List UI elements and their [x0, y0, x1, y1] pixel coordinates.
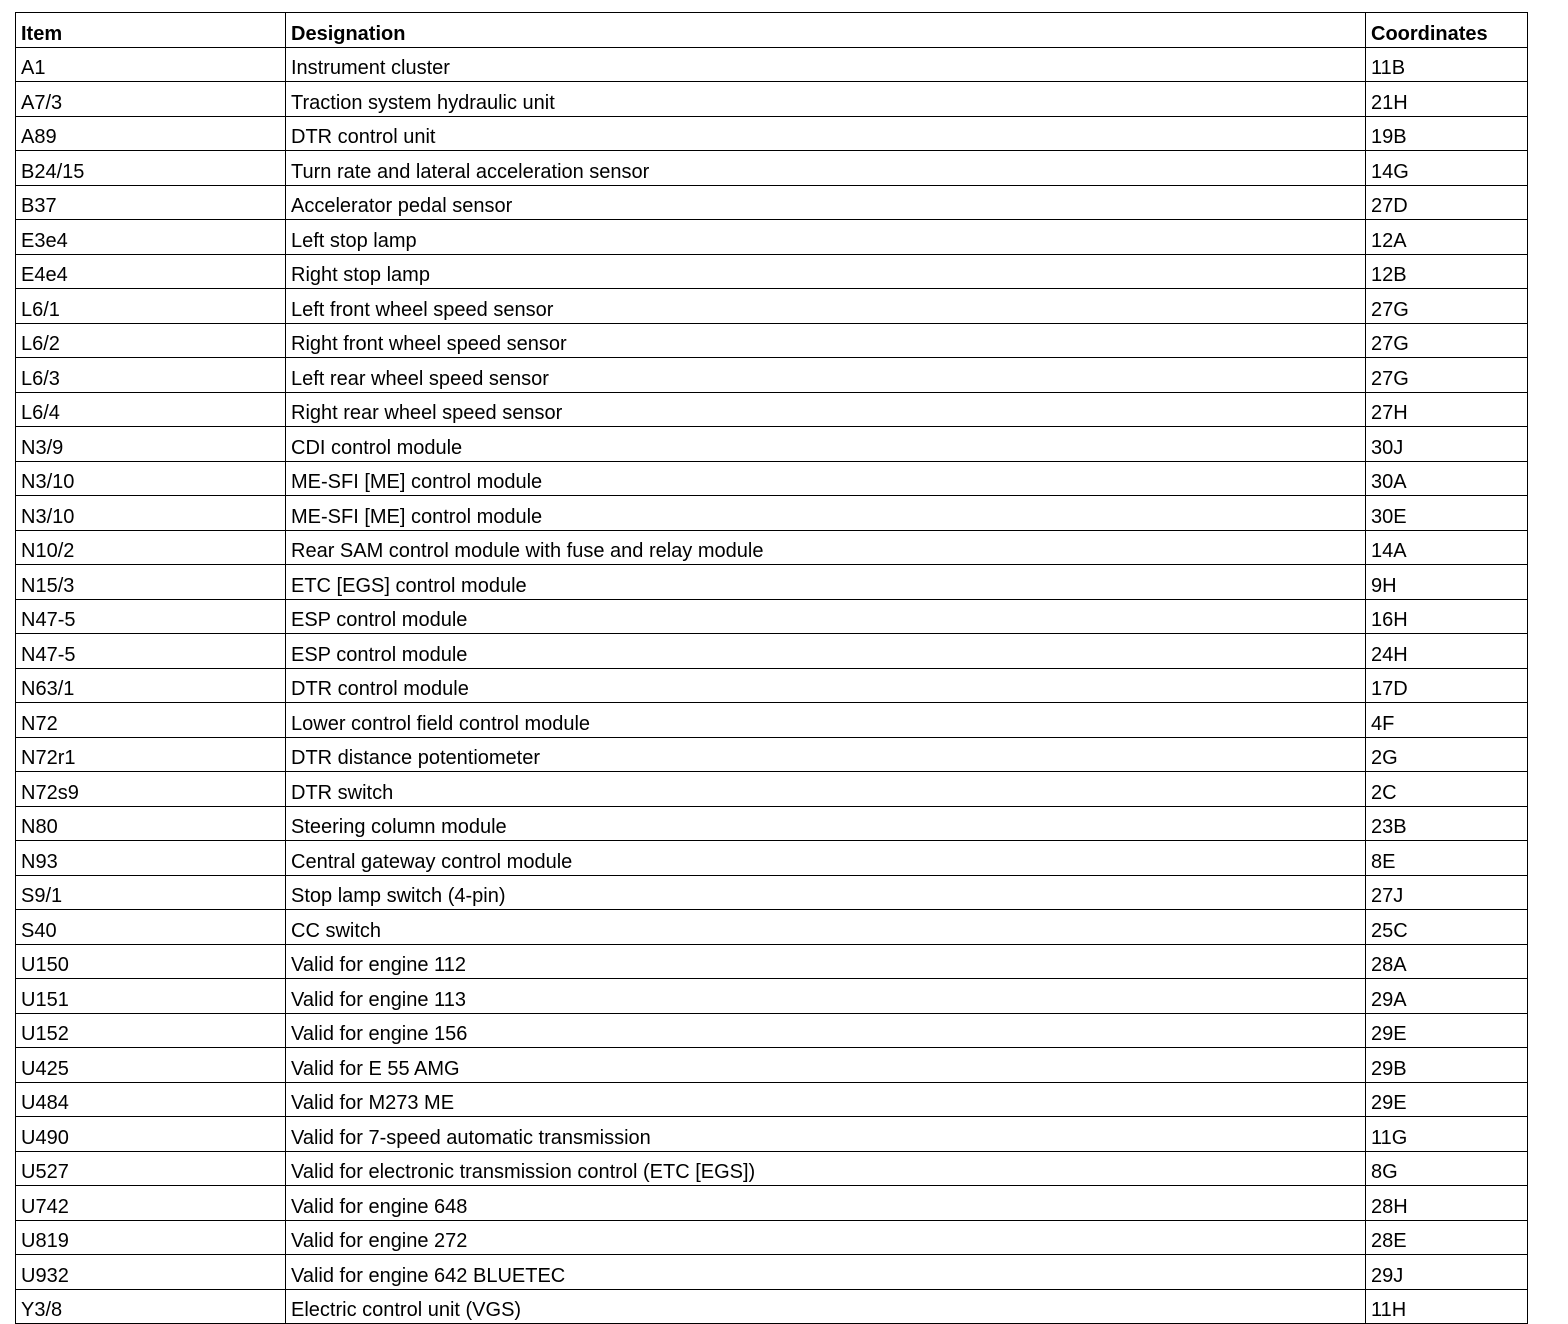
cell-coordinates: 9H: [1366, 565, 1528, 600]
cell-designation: DTR control module: [286, 668, 1366, 703]
cell-item: E3e4: [16, 220, 286, 255]
cell-coordinates: 12A: [1366, 220, 1528, 255]
table-row: [16, 47, 1528, 82]
cell-item: B37: [16, 185, 286, 220]
cell-item: U490: [16, 1117, 286, 1152]
cell-item: S9/1: [16, 875, 286, 910]
cell-designation: Valid for engine 113: [286, 979, 1366, 1014]
table-row: [16, 806, 1528, 841]
table-row: [16, 116, 1528, 151]
cell-item: U151: [16, 979, 286, 1014]
cell-item: L6/4: [16, 392, 286, 427]
cell-designation: Valid for engine 156: [286, 1013, 1366, 1048]
table-row: [16, 427, 1528, 462]
table-row: [16, 979, 1528, 1014]
cell-designation: Valid for engine 112: [286, 944, 1366, 979]
cell-designation: DTR distance potentiometer: [286, 737, 1366, 772]
cell-designation: DTR switch: [286, 772, 1366, 807]
cell-item: A1: [16, 47, 286, 82]
cell-coordinates: 16H: [1366, 599, 1528, 634]
cell-designation: Traction system hydraulic unit: [286, 82, 1366, 117]
cell-coordinates: 2C: [1366, 772, 1528, 807]
cell-coordinates: 4F: [1366, 703, 1528, 738]
table-row: [16, 634, 1528, 669]
table-row: [16, 82, 1528, 117]
cell-item: N63/1: [16, 668, 286, 703]
cell-designation: Left rear wheel speed sensor: [286, 358, 1366, 393]
cell-coordinates: 27H: [1366, 392, 1528, 427]
table-row: [16, 1082, 1528, 1117]
table-row: [16, 185, 1528, 220]
table-row: [16, 737, 1528, 772]
table-row: [16, 289, 1528, 324]
cell-coordinates: 30J: [1366, 427, 1528, 462]
cell-designation: DTR control unit: [286, 116, 1366, 151]
cell-item: N72r1: [16, 737, 286, 772]
cell-coordinates: 23B: [1366, 806, 1528, 841]
cell-designation: Right stop lamp: [286, 254, 1366, 289]
cell-coordinates: 21H: [1366, 82, 1528, 117]
cell-item: N10/2: [16, 530, 286, 565]
cell-designation: CDI control module: [286, 427, 1366, 462]
cell-designation: Lower control field control module: [286, 703, 1366, 738]
cell-coordinates: 8G: [1366, 1151, 1528, 1186]
cell-coordinates: 14G: [1366, 151, 1528, 186]
cell-coordinates: 11B: [1366, 47, 1528, 82]
cell-item: B24/15: [16, 151, 286, 186]
header-coordinates: Coordinates: [1366, 13, 1528, 48]
cell-designation: Turn rate and lateral acceleration sensor: [286, 151, 1366, 186]
cell-coordinates: 27D: [1366, 185, 1528, 220]
cell-designation: Valid for engine 642 BLUETEC: [286, 1255, 1366, 1290]
cell-designation: Valid for E 55 AMG: [286, 1048, 1366, 1083]
cell-coordinates: 25C: [1366, 910, 1528, 945]
table-body: [16, 47, 1528, 1324]
header-item: Item: [16, 13, 286, 48]
cell-item: N47-5: [16, 599, 286, 634]
table-row: [16, 1220, 1528, 1255]
cell-coordinates: 30A: [1366, 461, 1528, 496]
cell-item: A89: [16, 116, 286, 151]
table-row: [16, 254, 1528, 289]
cell-item: N3/10: [16, 461, 286, 496]
cell-designation: Right rear wheel speed sensor: [286, 392, 1366, 427]
table-row: [16, 599, 1528, 634]
cell-item: L6/3: [16, 358, 286, 393]
cell-item: N72: [16, 703, 286, 738]
cell-coordinates: 2G: [1366, 737, 1528, 772]
cell-item: U932: [16, 1255, 286, 1290]
table-row: [16, 1289, 1528, 1324]
cell-coordinates: 8E: [1366, 841, 1528, 876]
table-row: [16, 703, 1528, 738]
table-row: [16, 841, 1528, 876]
cell-designation: ME-SFI [ME] control module: [286, 496, 1366, 531]
table-row: [16, 1186, 1528, 1221]
cell-designation: Valid for engine 272: [286, 1220, 1366, 1255]
table-row: [16, 530, 1528, 565]
table-row: [16, 772, 1528, 807]
cell-designation: ESP control module: [286, 634, 1366, 669]
cell-designation: Rear SAM control module with fuse and relay module: [286, 530, 1366, 565]
cell-item: L6/1: [16, 289, 286, 324]
cell-item: N80: [16, 806, 286, 841]
cell-item: S40: [16, 910, 286, 945]
cell-designation: Left front wheel speed sensor: [286, 289, 1366, 324]
cell-coordinates: 14A: [1366, 530, 1528, 565]
cell-item: A7/3: [16, 82, 286, 117]
cell-coordinates: 28E: [1366, 1220, 1528, 1255]
table-row: [16, 220, 1528, 255]
cell-item: U425: [16, 1048, 286, 1083]
cell-item: L6/2: [16, 323, 286, 358]
cell-item: U152: [16, 1013, 286, 1048]
cell-designation: Steering column module: [286, 806, 1366, 841]
cell-designation: Valid for M273 ME: [286, 1082, 1366, 1117]
cell-coordinates: 27J: [1366, 875, 1528, 910]
cell-designation: Valid for 7-speed automatic transmission: [286, 1117, 1366, 1152]
cell-designation: Instrument cluster: [286, 47, 1366, 82]
cell-coordinates: 28H: [1366, 1186, 1528, 1221]
component-table: [15, 12, 1528, 1324]
cell-item: U484: [16, 1082, 286, 1117]
cell-item: N93: [16, 841, 286, 876]
cell-item: N72s9: [16, 772, 286, 807]
cell-designation: Right front wheel speed sensor: [286, 323, 1366, 358]
table-row: [16, 1048, 1528, 1083]
table-row: [16, 151, 1528, 186]
cell-coordinates: 27G: [1366, 323, 1528, 358]
cell-coordinates: 29B: [1366, 1048, 1528, 1083]
cell-coordinates: 28A: [1366, 944, 1528, 979]
cell-designation: Central gateway control module: [286, 841, 1366, 876]
cell-coordinates: 27G: [1366, 289, 1528, 324]
cell-coordinates: 19B: [1366, 116, 1528, 151]
cell-coordinates: 17D: [1366, 668, 1528, 703]
cell-coordinates: 11G: [1366, 1117, 1528, 1152]
table-row: [16, 461, 1528, 496]
cell-coordinates: 29E: [1366, 1082, 1528, 1117]
table-row: [16, 1013, 1528, 1048]
cell-designation: CC switch: [286, 910, 1366, 945]
cell-coordinates: 27G: [1366, 358, 1528, 393]
cell-coordinates: 24H: [1366, 634, 1528, 669]
cell-designation: ME-SFI [ME] control module: [286, 461, 1366, 496]
cell-coordinates: 29A: [1366, 979, 1528, 1014]
cell-designation: ETC [EGS] control module: [286, 565, 1366, 600]
table-row: [16, 910, 1528, 945]
cell-item: U527: [16, 1151, 286, 1186]
cell-coordinates: 29J: [1366, 1255, 1528, 1290]
cell-item: N47-5: [16, 634, 286, 669]
table-row: [16, 565, 1528, 600]
cell-coordinates: 12B: [1366, 254, 1528, 289]
table-row: [16, 668, 1528, 703]
cell-item: U742: [16, 1186, 286, 1221]
header-designation: Designation: [286, 13, 1366, 48]
table-row: [16, 1255, 1528, 1290]
cell-item: U819: [16, 1220, 286, 1255]
cell-item: N3/10: [16, 496, 286, 531]
cell-item: Y3/8: [16, 1289, 286, 1324]
table-row: [16, 358, 1528, 393]
cell-item: N15/3: [16, 565, 286, 600]
cell-item: U150: [16, 944, 286, 979]
table-row: [16, 392, 1528, 427]
cell-designation: Left stop lamp: [286, 220, 1366, 255]
cell-designation: Accelerator pedal sensor: [286, 185, 1366, 220]
table-row: [16, 944, 1528, 979]
table-row: [16, 875, 1528, 910]
cell-designation: ESP control module: [286, 599, 1366, 634]
cell-coordinates: 29E: [1366, 1013, 1528, 1048]
cell-designation: Valid for electronic transmission control (ETC [EGS]): [286, 1151, 1366, 1186]
cell-item: N3/9: [16, 427, 286, 462]
table-row: [16, 496, 1528, 531]
cell-item: E4e4: [16, 254, 286, 289]
cell-coordinates: 11H: [1366, 1289, 1528, 1324]
cell-designation: Stop lamp switch (4-pin): [286, 875, 1366, 910]
header-row: [16, 13, 1528, 48]
cell-coordinates: 30E: [1366, 496, 1528, 531]
cell-designation: Electric control unit (VGS): [286, 1289, 1366, 1324]
table-row: [16, 1151, 1528, 1186]
table-row: [16, 1117, 1528, 1152]
cell-designation: Valid for engine 648: [286, 1186, 1366, 1221]
table-row: [16, 323, 1528, 358]
